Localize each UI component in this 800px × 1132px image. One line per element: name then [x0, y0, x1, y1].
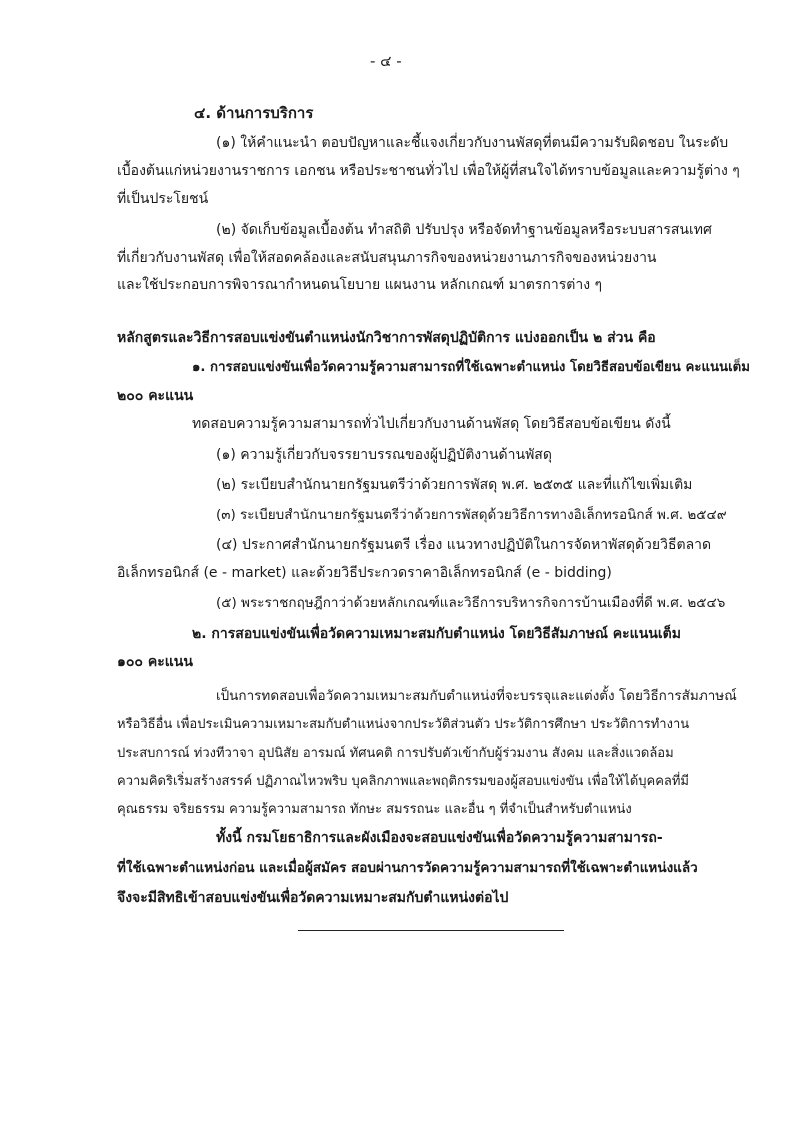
part-2-heading-line-2: ๑๐๐ คะแนน — [117, 654, 193, 670]
part-1-heading-line-2: ๒๐๐ คะแนน — [117, 388, 194, 404]
part-2-body-line-2: หรือวิธีอื่น เพื่อประเมินความเหมาะสมกับตำแหน่งจากประวัติส่วนตัว ประวัติการศึกษา ประวัติการทำงาน — [117, 717, 690, 732]
page-number: - ๔ - — [370, 52, 402, 70]
part-2-body-line-4: ความคิดริเริ่มสร้างสรรค์ ปฏิภาณไหวพริบ บุคลิกภาพและพฤติกรรมของผู้สอบแข่งขัน เพื่อให้ได้บุคคลที่มี — [117, 774, 690, 789]
section-4-item-1-line-3: ที่เป็นประโยชน์ — [117, 191, 209, 207]
part-1-item-1: (๑) ความรู้เกี่ยวกับจรรยาบรรณของผู้ปฏิบัติงานด้านพัสดุ — [216, 447, 552, 463]
part-2-body-line-3: ประสบการณ์ ท่วงทีวาจา อุปนิสัย อารมณ์ ทัศนคติ การปรับตัวเข้ากับผู้ร่วมงาน สังคม และสิ่งแวดล้อม — [117, 746, 674, 761]
part-2-body-line-5: คุณธรรม จริยธรรม ความรู้ความสามารถ ทักษะ สมรรถนะ และอื่น ๆ ที่จำเป็นสำหรับตำแหน่ง — [117, 802, 632, 817]
section-4-item-1-line-1: (๑) ให้คำแนะนำ ตอบปัญหาและชี้แจงเกี่ยวกับงานพัสดุที่ตนมีความรับผิดชอบ ในระดับ — [216, 135, 729, 151]
section-4-item-1-line-2: เบื้องต้นแก่หน่วยงานราชการ เอกชน หรือประชาชนทั่วไป เพื่อให้ผู้ที่สนใจได้ทราบข้อมูลและความรู้ต่าง ๆ — [117, 163, 740, 179]
part-2-body-line-1: เป็นการทดสอบเพื่อวัดความเหมาะสมกับตำแหน่งที่จะบรรจุและแต่งตั้ง โดยวิธีการสัมภาษณ์ — [216, 688, 737, 704]
end-rule — [298, 930, 564, 931]
section-4-item-2-line-3: และใช้ประกอบการพิจารณากำหนดนโยบาย แผนงาน หลักเกณฑ์ มาตรการต่าง ๆ — [117, 277, 603, 293]
note-line-3: จึงจะมีสิทธิเข้าสอบแข่งขันเพื่อวัดความเหมาะสมกับตำแหน่งต่อไป — [117, 890, 509, 906]
section-4-item-2-line-2: ที่เกี่ยวกับงานพัสดุ เพื่อให้สอดคล้องและสนับสนุนภารกิจของหน่วยงานภารกิจของหน่วยงาน — [117, 250, 657, 266]
curriculum-heading: หลักสูตรและวิธีการสอบแข่งขันตำแหน่งนักวิชาการพัสดุปฏิบัติการ แบ่งออกเป็น ๒ ส่วน คือ — [117, 330, 656, 346]
part-1-intro: ทดสอบความรู้ความสามารถทั่วไปเกี่ยวกับงานด้านพัสดุ โดยวิธีสอบข้อเขียน ดังนี้ — [192, 416, 671, 432]
section-4-item-2-line-1: (๒) จัดเก็บข้อมูลเบื้องต้น ทำสถิติ ปรับปรุง หรือจัดทำฐานข้อมูลหรือระบบสารสนเทศ — [216, 222, 712, 238]
part-2-heading-line-1: ๒. การสอบแข่งขันเพื่อวัดความเหมาะสมกับตำแหน่ง โดยวิธีสัมภาษณ์ คะแนนเต็ม — [192, 626, 681, 642]
part-1-heading-line-1: ๑. การสอบแข่งขันเพื่อวัดความรู้ความสามารถที่ใช้เฉพาะตำแหน่ง โดยวิธีสอบข้อเขียน คะแนนเต็ม — [192, 360, 750, 375]
part-1-item-4-continued: อิเล็กทรอนิกส์ (e - market) และด้วยวิธีประกวดราคาอิเล็กทรอนิกส์ (e - bidding) — [117, 565, 612, 581]
part-1-item-5: (๕) พระราชกฤษฎีกาว่าด้วยหลักเกณฑ์และวิธีการบริหารกิจการบ้านเมืองที่ดี พ.ศ. ๒๕๔๖ — [216, 595, 726, 611]
note-line-2: ที่ใช้เฉพาะตำแหน่งก่อน และเมื่อผู้สมัคร สอบผ่านการวัดความรู้ความสามารถที่ใช้เฉพาะตำแหน่งแล้ว — [117, 860, 698, 876]
part-1-item-3: (๓) ระเบียบสำนักนายกรัฐมนตรีว่าด้วยการพัสดุด้วยวิธีการทางอิเล็กทรอนิกส์ พ.ศ. ๒๕๔๙ — [216, 507, 727, 523]
section-4-heading: ๔. ด้านการบริการ — [194, 104, 314, 122]
part-1-item-4: (๔) ประกาศสำนักนายกรัฐมนตรี เรื่อง แนวทางปฏิบัติในการจัดหาพัสดุด้วยวิธีตลาด — [216, 537, 712, 553]
note-line-1: ทั้งนี้ กรมโยธาธิการและผังเมืองจะสอบแข่งขันเพื่อวัดความรู้ความสามารถ- — [216, 830, 663, 846]
part-1-item-2: (๒) ระเบียบสำนักนายกรัฐมนตรีว่าด้วยการพัสดุ พ.ศ. ๒๕๓๕ และที่แก้ไขเพิ่มเติม — [216, 477, 693, 493]
